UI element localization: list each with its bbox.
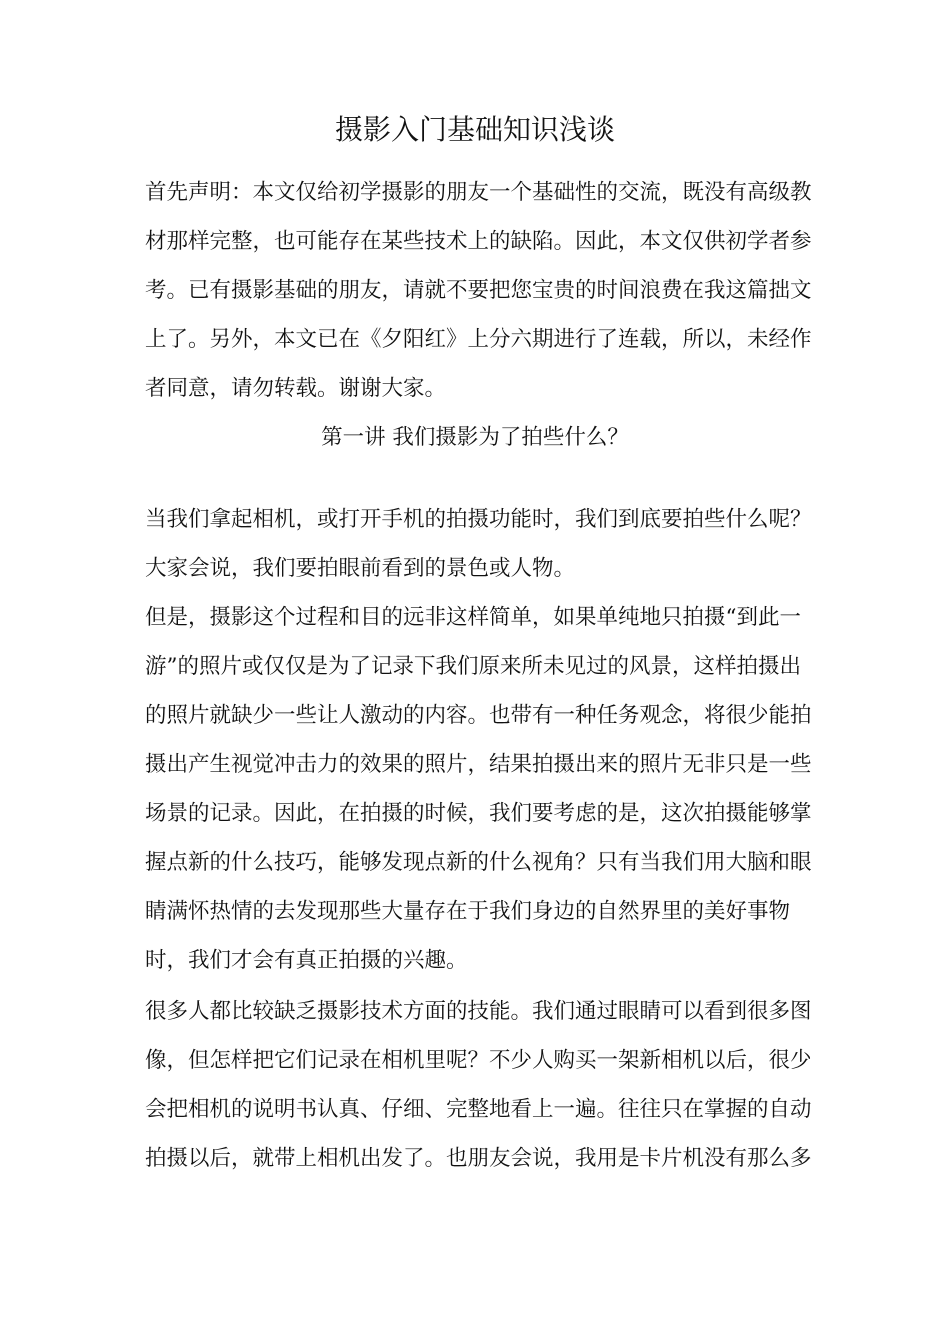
intro-paragraph — [145, 168, 812, 413]
text-line: 像，但怎样把它们记录在相机里呢？不少人购买一架新相机以后，很少 — [145, 1048, 812, 1073]
text-line: 睛满怀热情的去发现那些大量存在于我们身边的自然界里的美好事物 — [145, 899, 791, 924]
text-line: 摄出产生视觉冲击力的效果的照片，结果拍摄出来的照片无非只是一些 — [145, 752, 812, 777]
text-line: 很多人都比较缺乏摄影技术方面的技能。我们通过眼睛可以看到很多图 — [145, 999, 812, 1024]
text-line: 的照片就缺少一些让人激动的内容。也带有一种任务观念，将很少能拍 — [145, 703, 812, 728]
paragraph-1 — [145, 495, 812, 593]
text-line: 首先声明：本文仅给初学摄影的朋友一个基础性的交流，既没有高级教 — [145, 180, 812, 205]
text-line: 者同意，请勿转载。谢谢大家。 — [145, 376, 447, 401]
text-line: 握点新的什么技巧，能够发现点新的什么视角？只有当我们用大脑和眼 — [145, 850, 812, 875]
text-line: 材那样完整，也可能存在某些技术上的缺陷。因此，本文仅供初学者参 — [145, 229, 812, 254]
text-line: 拍摄以后，就带上相机出发了。也朋友会说，我用是卡片机没有那么多 — [145, 1146, 812, 1171]
text-line: 当我们拿起相机，或打开手机的拍摄功能时，我们到底要拍些什么呢？ — [145, 507, 812, 532]
paragraph-3 — [145, 987, 812, 1183]
text-line: 考。已有摄影基础的朋友，请就不要把您宝贵的时间浪费在我这篇拙文 — [145, 278, 812, 303]
text-line: 会把相机的说明书认真、仔细、完整地看上一遍。往往只在掌握的自动 — [145, 1097, 812, 1122]
text-line: 游”的照片或仅仅是为了记录下我们原来所未见过的风景，这样拍摄出 — [145, 654, 801, 679]
paragraph-2 — [145, 593, 812, 985]
text-line: 上了。另外，本文已在《夕阳红》上分六期进行了连载，所以，未经作 — [145, 327, 812, 352]
text-line: 大家会说，我们要拍眼前看到的景色或人物。 — [145, 556, 576, 581]
document-title: 摄影入门基础知识浅谈 — [334, 113, 615, 146]
section-heading: 第一讲 我们摄影为了拍些什么？ — [321, 425, 629, 450]
text-line: 时，我们才会有真正拍摄的兴趣。 — [145, 948, 468, 973]
text-line: 场景的记录。因此，在拍摄的时候，我们要考虑的是，这次拍摄能够掌 — [145, 801, 812, 826]
text-line: 但是，摄影这个过程和目的远非这样简单，如果单纯地只拍摄“到此一 — [145, 605, 801, 630]
